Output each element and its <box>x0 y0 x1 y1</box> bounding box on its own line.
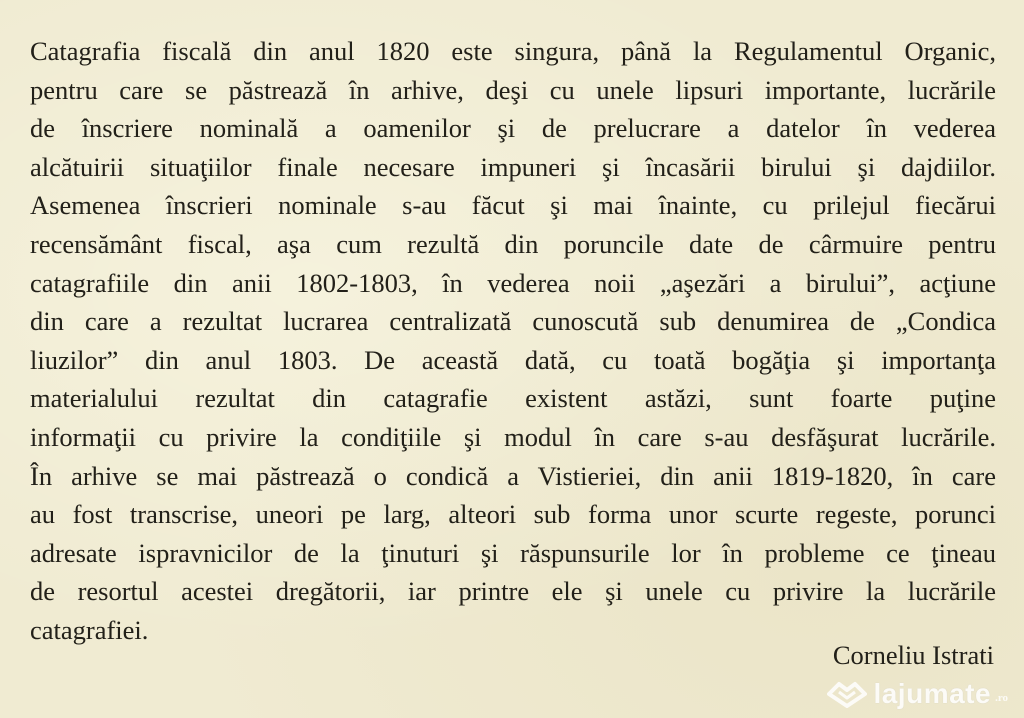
text-line: informaţii cu privire la condiţiile şi modul în care s-au desfăşurat lucrările. <box>30 421 996 452</box>
text-line: au fost transcrise, uneori pe larg, alteori sub forma unor scurte regeste, porunci <box>30 499 996 530</box>
author-signature: Corneliu Istrati <box>832 640 994 670</box>
text-line: materialului rezultat din catagrafie existent astăzi, sunt foarte puţine <box>30 383 996 414</box>
text-line: de înscriere nominală a oamenilor şi de prelucrare a datelor în vederea <box>30 113 996 144</box>
text-line: În arhive se mai păstrează o condică a Vistieriei, din anii 1819-1820, în care <box>30 460 996 491</box>
text-line: recensământ fiscal, aşa cum rezultă din poruncile date de cârmuire pentru <box>30 228 996 259</box>
text-line: alcătuirii situaţiilor finale necesare impuneri şi încasării birului şi dajdiilor. <box>30 151 996 182</box>
watermark <box>827 678 1008 710</box>
handshake-logo-icon <box>827 680 867 708</box>
text-line: de resortul acestei dregătorii, iar printre ele şi unele cu privire la lucrările <box>30 576 996 607</box>
text-line: adresate ispravnicilor de la ţinuturi şi răspunsurile lor în probleme ce ţineau <box>30 537 996 568</box>
text-line: Asemenea înscrieri nominale s-au făcut şi mai înainte, cu prilejul fiecărui <box>30 190 996 221</box>
text-line: Catagrafia fiscală din anul 1820 este singura, până la Regulamentul Organic, <box>30 36 996 66</box>
watermark-text: lajumate <box>873 678 992 709</box>
document-body <box>30 32 996 650</box>
text-line: catagrafiile din anii 1802-1803, în vederea noii „aşezări a birului”, acţiune <box>30 267 996 298</box>
text-line-last: catagrafiei. <box>30 614 149 645</box>
text-line: liuzilor” din anul 1803. De această dată, cu toată bogăţia şi importanţa <box>30 344 996 375</box>
text-line: pentru care se păstrează în arhive, deşi cu unele lipsuri importante, lucrările <box>30 74 996 105</box>
text-line: din care a rezultat lucrarea centralizată cunoscută sub denumirea de „Condica <box>30 306 996 337</box>
watermark-suffix: .ro <box>995 692 1008 704</box>
